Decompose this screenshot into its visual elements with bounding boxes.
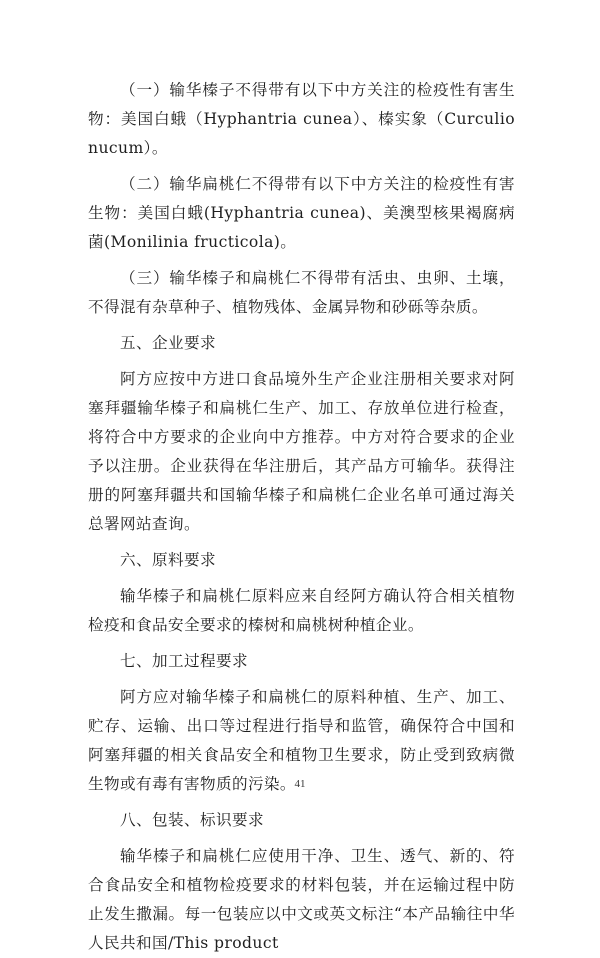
paragraph-almond-pests: （二）输华扁桃仁不得带有以下中方关注的检疫性有害生物：美国白蛾(Hyphantria cunea)、美澳型核果褐腐病菌(Monilinia fructicola)。 xyxy=(88,175,515,251)
section-heading-enterprise: 五、企业要求 xyxy=(120,334,216,352)
paragraph-hazelnut-pests: （一）输华榛子不得带有以下中方关注的检疫性有害生物：美国白蛾（Hyphantria cunea）、榛实象（Curculio nucum）。 xyxy=(88,81,515,157)
paragraph-raw-material: 输华榛子和扁桃仁原料应来自经阿方确认符合相关植物检疫和食品安全要求的榛树和扁桃树种植企业。 xyxy=(88,587,515,634)
page-number: 41 xyxy=(294,778,306,790)
section-heading-processing: 七、加工过程要求 xyxy=(120,652,248,670)
section-heading-raw-material: 六、原料要求 xyxy=(120,551,216,569)
document-body xyxy=(88,76,515,958)
paragraph-contaminants: （三）输华榛子和扁桃仁不得带有活虫、虫卵、土壤，不得混有杂草种子、植物残体、金属异物和砂砾等杂质。 xyxy=(88,269,515,316)
paragraph-enterprise: 阿方应按中方进口食品境外生产企业注册相关要求对阿塞拜疆输华榛子和扁桃仁生产、加工、存放单位进行检查，将符合中方要求的企业向中方推荐。中方对符合要求的企业予以注册。企业获得在华注册后，其产品方可输华。获得注册的阿塞拜疆共和国输华榛子和扁桃仁企业名单可通过海关总署网站查询。 xyxy=(88,370,515,533)
section-heading-packaging: 八、包装、标识要求 xyxy=(120,811,264,829)
paragraph-packaging: 输华榛子和扁桃仁应使用干净、卫生、透气、新的、符合食品安全和植物检疫要求的材料包装，并在运输过程中防止发生撒漏。每一包装应以中文或英文标注“本产品输往中华人民共和国/This product xyxy=(88,847,515,952)
paragraph-processing: 阿方应对输华榛子和扁桃仁的原料种植、生产、加工、贮存、运输、出口等过程进行指导和监管，确保符合中国和阿塞拜疆的相关食品安全和植物卫生要求，防止受到致病微生物或有毒有害物质的污染。 xyxy=(88,688,515,793)
